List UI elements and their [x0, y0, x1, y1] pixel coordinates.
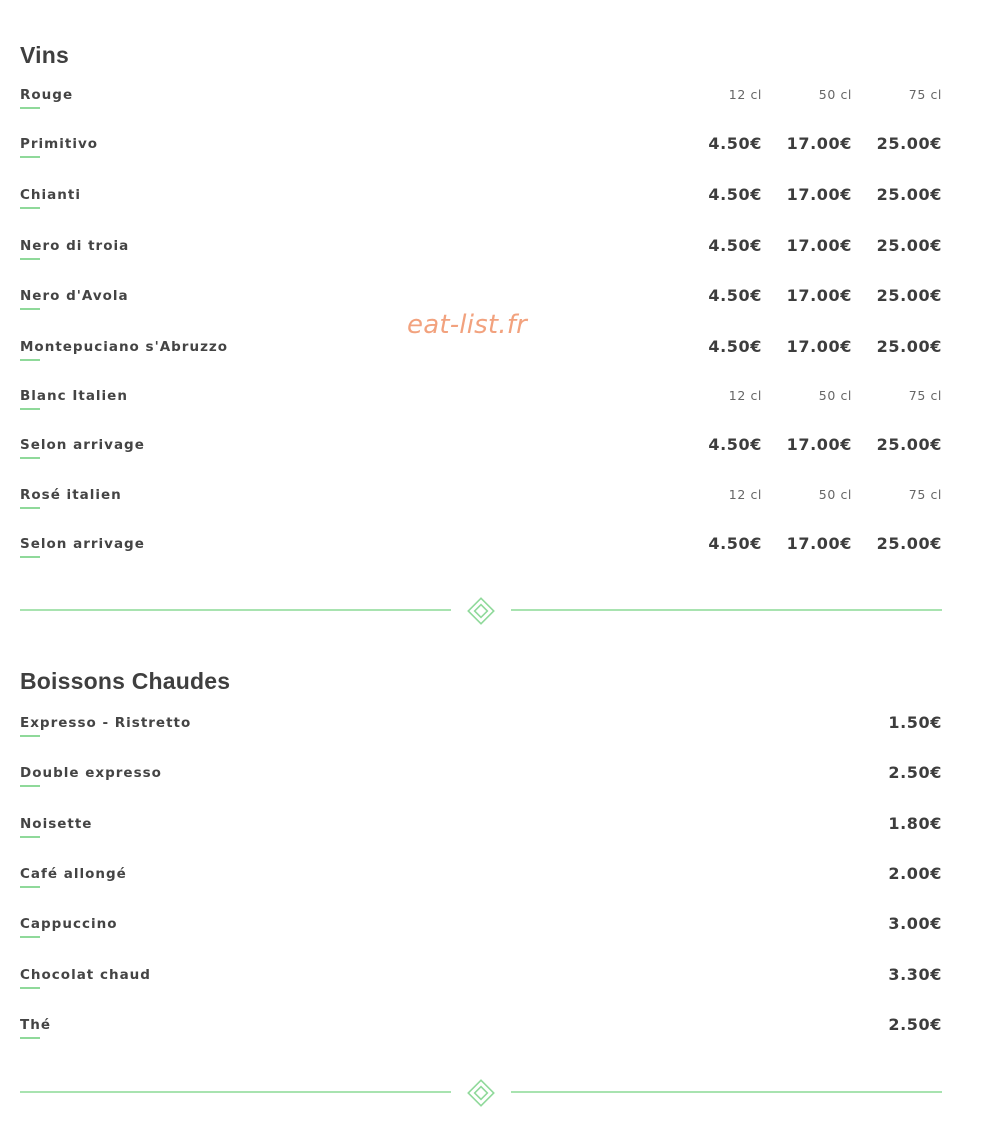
item-dash	[20, 735, 40, 737]
item-price: 4.50€	[708, 337, 762, 356]
menu-item	[20, 136, 942, 166]
size-label: 75 cl	[908, 87, 942, 102]
group-header-blanc	[20, 388, 942, 418]
item-dash	[20, 987, 40, 989]
size-label: 12 cl	[728, 388, 762, 403]
item-price: 1.50€	[888, 713, 942, 732]
item-dash	[20, 207, 40, 209]
item-price: 3.30€	[888, 965, 942, 984]
item-price: 4.50€	[708, 185, 762, 204]
menu-item	[20, 866, 942, 896]
item-dash	[20, 886, 40, 888]
item-price: 17.00€	[786, 534, 852, 553]
section-divider	[20, 595, 942, 625]
size-label: 50 cl	[818, 487, 852, 502]
size-label: 50 cl	[818, 388, 852, 403]
item-price: 25.00€	[876, 534, 942, 553]
item-name: Café allongé	[20, 866, 127, 882]
item-price: 17.00€	[786, 286, 852, 305]
group-header-rose	[20, 487, 942, 517]
menu-item	[20, 437, 942, 467]
item-price: 25.00€	[876, 236, 942, 255]
section-divider	[20, 1077, 942, 1107]
item-price: 4.50€	[708, 134, 762, 153]
item-name: Montepuciano s'Abruzzo	[20, 339, 229, 355]
group-header-label: Rosé italien	[20, 487, 122, 503]
size-label: 12 cl	[728, 487, 762, 502]
group-header-label: Blanc Italien	[20, 388, 128, 404]
item-name: Chocolat chaud	[20, 967, 151, 983]
item-dash	[20, 1037, 40, 1039]
divider-line-right	[511, 1091, 942, 1093]
item-dash	[20, 936, 40, 938]
item-price: 2.00€	[888, 864, 942, 883]
menu-page	[20, 0, 942, 1143]
item-dash	[20, 408, 40, 410]
menu-item	[20, 967, 942, 997]
item-name: Noisette	[20, 816, 93, 832]
section-title-hot-drinks: Boissons Chaudes	[20, 668, 231, 694]
menu-item	[20, 916, 942, 946]
item-price: 17.00€	[786, 236, 852, 255]
divider-line-right	[511, 609, 942, 611]
item-price: 4.50€	[708, 534, 762, 553]
divider-line-left	[20, 1091, 451, 1093]
item-price: 25.00€	[876, 337, 942, 356]
item-dash	[20, 107, 40, 109]
diamond-ornament-icon	[467, 1079, 495, 1107]
menu-item	[20, 238, 942, 268]
item-price: 25.00€	[876, 286, 942, 305]
menu-item	[20, 339, 942, 369]
menu-item	[20, 715, 942, 745]
divider-line-left	[20, 609, 451, 611]
item-dash	[20, 785, 40, 787]
item-price: 2.50€	[888, 763, 942, 782]
item-dash	[20, 258, 40, 260]
item-price: 4.50€	[708, 236, 762, 255]
item-name: Nero d'Avola	[20, 288, 129, 304]
item-price: 25.00€	[876, 185, 942, 204]
item-price: 25.00€	[876, 435, 942, 454]
section-title-wines: Vins	[20, 42, 69, 68]
item-dash	[20, 359, 40, 361]
item-name: Thé	[20, 1017, 51, 1033]
item-price: 17.00€	[786, 435, 852, 454]
item-price: 2.50€	[888, 1015, 942, 1034]
item-name: Nero di troia	[20, 238, 130, 254]
item-price: 25.00€	[876, 134, 942, 153]
menu-item	[20, 1017, 942, 1047]
item-price: 3.00€	[888, 914, 942, 933]
diamond-ornament-icon	[467, 597, 495, 625]
item-price: 1.80€	[888, 814, 942, 833]
size-label: 75 cl	[908, 487, 942, 502]
item-dash	[20, 556, 40, 558]
item-name: Expresso - Ristretto	[20, 715, 192, 731]
item-price: 17.00€	[786, 337, 852, 356]
group-header-rouge	[20, 87, 942, 117]
watermark: eat-list.fr	[407, 310, 527, 340]
item-name: Selon arrivage	[20, 536, 145, 552]
menu-item	[20, 816, 942, 846]
item-name: Chianti	[20, 187, 81, 203]
menu-item	[20, 765, 942, 795]
item-price: 4.50€	[708, 435, 762, 454]
item-name: Selon arrivage	[20, 437, 145, 453]
item-name: Primitivo	[20, 136, 99, 152]
item-dash	[20, 308, 40, 310]
size-label: 50 cl	[818, 87, 852, 102]
item-name: Cappuccino	[20, 916, 118, 932]
item-name: Double expresso	[20, 765, 162, 781]
item-dash	[20, 836, 40, 838]
group-header-label: Rouge	[20, 87, 74, 103]
item-dash	[20, 507, 40, 509]
item-price: 17.00€	[786, 134, 852, 153]
item-dash	[20, 156, 40, 158]
item-price: 4.50€	[708, 286, 762, 305]
size-label: 12 cl	[728, 87, 762, 102]
menu-item	[20, 187, 942, 217]
item-dash	[20, 457, 40, 459]
size-label: 75 cl	[908, 388, 942, 403]
menu-item	[20, 536, 942, 566]
item-price: 17.00€	[786, 185, 852, 204]
